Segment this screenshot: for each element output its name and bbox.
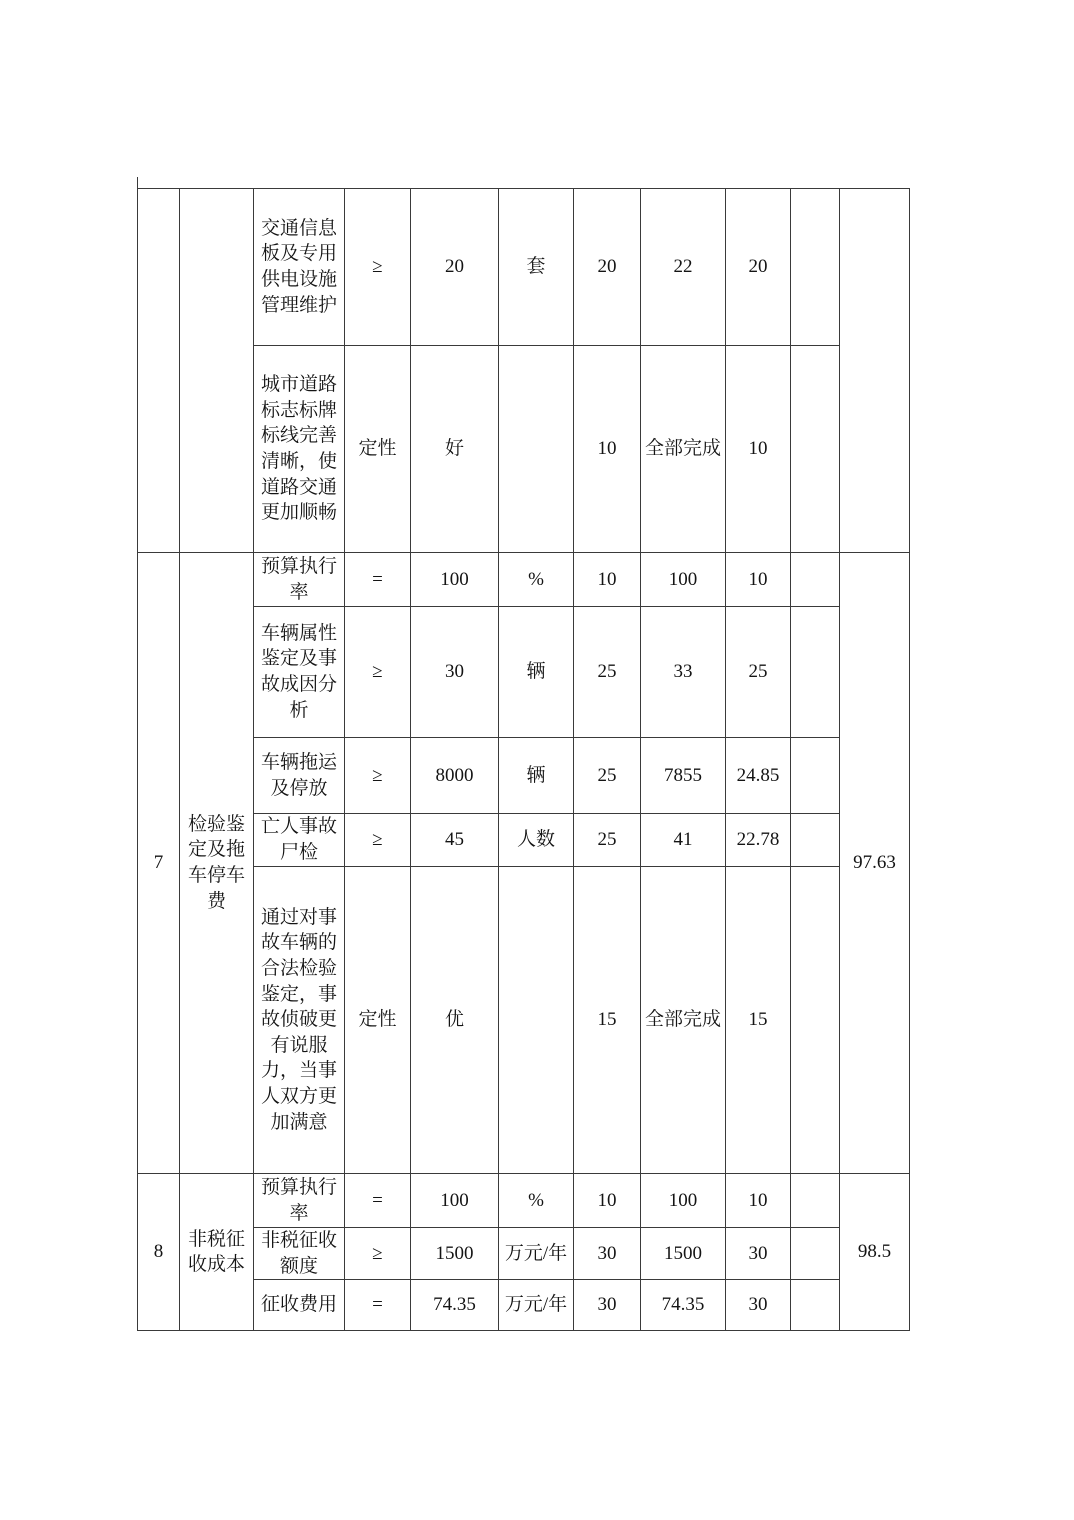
actual-value-cell: 33: [641, 607, 726, 738]
unit-cell: [499, 867, 574, 1174]
table-row: [138, 607, 910, 738]
target-value-cell: 74.35: [411, 1280, 499, 1331]
note-cell: [791, 867, 840, 1174]
score-cell: 30: [726, 1228, 791, 1280]
score-cell: 10: [726, 1174, 791, 1228]
project-cell: [180, 189, 254, 553]
table-row: [138, 346, 910, 553]
weight-cell: 10: [574, 346, 641, 553]
table-row: [138, 1228, 910, 1280]
criterion-cell: =: [345, 553, 411, 607]
table-row: [138, 867, 910, 1174]
actual-value-cell: 41: [641, 814, 726, 867]
unit-cell: %: [499, 553, 574, 607]
weight-cell: 10: [574, 553, 641, 607]
note-cell: [791, 553, 840, 607]
note-cell: [791, 1174, 840, 1228]
criterion-cell: ≥: [345, 607, 411, 738]
actual-value-cell: 100: [641, 553, 726, 607]
indicator-cell: 预算执行率: [254, 553, 345, 607]
score-cell: 22.78: [726, 814, 791, 867]
weight-cell: 10: [574, 1174, 641, 1228]
target-value-cell: 1500: [411, 1228, 499, 1280]
target-value-cell: 优: [411, 867, 499, 1174]
indicator-cell: 交通信息板及专用供电设施管理维护: [254, 189, 345, 346]
indicator-cell: 通过对事故车辆的合法检验鉴定，事故侦破更有说服力，当事人双方更加满意: [254, 867, 345, 1174]
table-row: [138, 814, 910, 867]
note-cell: [791, 738, 840, 814]
project-cell: 非税征收成本: [180, 1174, 254, 1331]
score-cell: 10: [726, 346, 791, 553]
unit-cell: 人数: [499, 814, 574, 867]
criterion-cell: ≥: [345, 814, 411, 867]
criterion-cell: 定性: [345, 867, 411, 1174]
unit-cell: 辆: [499, 738, 574, 814]
criterion-cell: 定性: [345, 346, 411, 553]
criterion-cell: ≥: [345, 738, 411, 814]
target-value-cell: 100: [411, 1174, 499, 1228]
indicator-cell: 车辆属性鉴定及事故成因分析: [254, 607, 345, 738]
table-row: [138, 1174, 910, 1228]
unit-cell: 万元/年: [499, 1228, 574, 1280]
actual-value-cell: 22: [641, 189, 726, 346]
note-cell: [791, 189, 840, 346]
score-cell: 25: [726, 607, 791, 738]
group-total-cell: [840, 189, 910, 553]
unit-cell: [499, 346, 574, 553]
target-value-cell: 20: [411, 189, 499, 346]
indicator-cell: 预算执行率: [254, 1174, 345, 1228]
score-cell: 10: [726, 553, 791, 607]
table-row: [138, 189, 910, 346]
indicator-cell: 征收费用: [254, 1280, 345, 1331]
unit-cell: 套: [499, 189, 574, 346]
target-value-cell: 好: [411, 346, 499, 553]
target-value-cell: 30: [411, 607, 499, 738]
target-value-cell: 8000: [411, 738, 499, 814]
weight-cell: 25: [574, 814, 641, 867]
unit-cell: 万元/年: [499, 1280, 574, 1331]
criterion-cell: ≥: [345, 189, 411, 346]
note-cell: [791, 346, 840, 553]
indicator-cell: 车辆拖运及停放: [254, 738, 345, 814]
actual-value-cell: 100: [641, 1174, 726, 1228]
seq-cell: 8: [138, 1174, 180, 1331]
criterion-cell: ≥: [345, 1228, 411, 1280]
unit-cell: 辆: [499, 607, 574, 738]
unit-cell: %: [499, 1174, 574, 1228]
actual-value-cell: 7855: [641, 738, 726, 814]
note-cell: [791, 1280, 840, 1331]
table-row: [138, 738, 910, 814]
weight-cell: 30: [574, 1228, 641, 1280]
weight-cell: 20: [574, 189, 641, 346]
note-cell: [791, 607, 840, 738]
score-cell: 30: [726, 1280, 791, 1331]
indicator-cell: 亡人事故尸检: [254, 814, 345, 867]
actual-value-cell: 全部完成: [641, 867, 726, 1174]
note-cell: [791, 1228, 840, 1280]
score-cell: 20: [726, 189, 791, 346]
weight-cell: 25: [574, 607, 641, 738]
actual-value-cell: 全部完成: [641, 346, 726, 553]
note-cell: [791, 814, 840, 867]
indicator-cell: 城市道路标志标牌标线完善清晰，使道路交通更加顺畅: [254, 346, 345, 553]
group-total-cell: 97.63: [840, 553, 910, 1174]
table-row: [138, 553, 910, 607]
project-cell: 检验鉴定及拖车停车费: [180, 553, 254, 1174]
weight-cell: 15: [574, 867, 641, 1174]
target-value-cell: 100: [411, 553, 499, 607]
table-left-border-tick: [137, 177, 138, 188]
target-value-cell: 45: [411, 814, 499, 867]
seq-cell: [138, 189, 180, 553]
indicator-cell: 非税征收额度: [254, 1228, 345, 1280]
criterion-cell: =: [345, 1280, 411, 1331]
weight-cell: 30: [574, 1280, 641, 1331]
seq-cell: 7: [138, 553, 180, 1174]
criterion-cell: =: [345, 1174, 411, 1228]
table-row: [138, 1280, 910, 1331]
group-total-cell: 98.5: [840, 1174, 910, 1331]
actual-value-cell: 1500: [641, 1228, 726, 1280]
score-cell: 24.85: [726, 738, 791, 814]
weight-cell: 25: [574, 738, 641, 814]
actual-value-cell: 74.35: [641, 1280, 726, 1331]
performance-indicator-table: [137, 188, 910, 1331]
score-cell: 15: [726, 867, 791, 1174]
